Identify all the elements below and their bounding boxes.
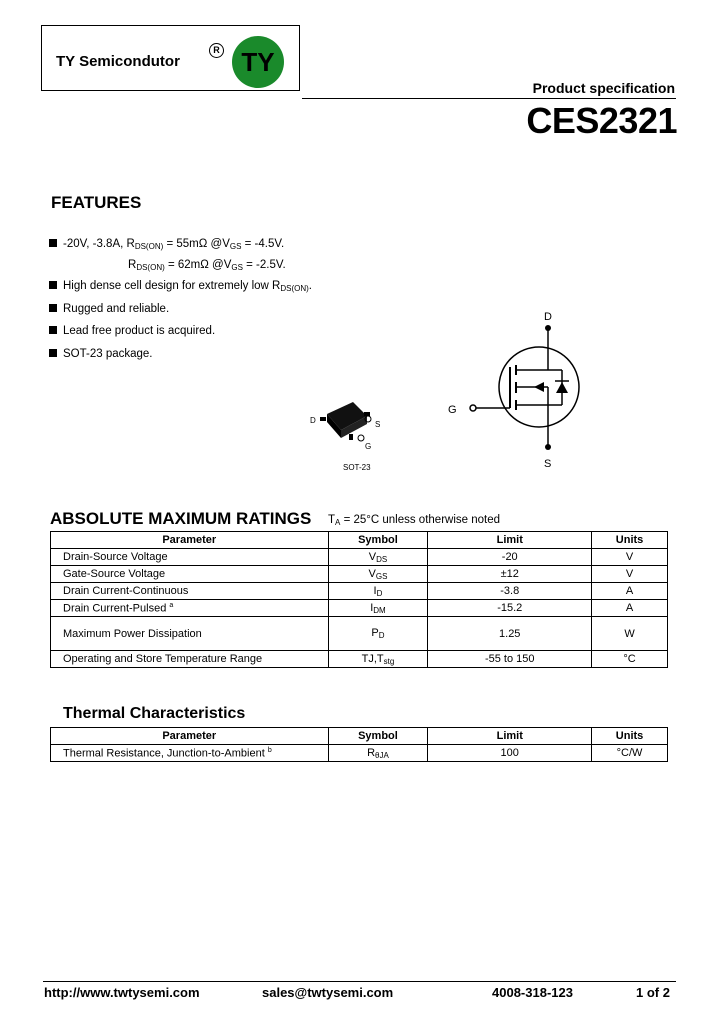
bullet-icon bbox=[49, 326, 57, 334]
limit-cell: ±12 bbox=[428, 566, 592, 583]
limit-cell: -15.2 bbox=[428, 600, 592, 617]
table-row bbox=[51, 600, 668, 617]
registered-mark-icon: R bbox=[209, 43, 224, 58]
drain-label: D bbox=[544, 311, 552, 323]
symbol-cell: $P_D$ bbox=[328, 617, 428, 651]
feature-item: High dense cell design for extremely low $R_{DS(ON)}$. bbox=[49, 280, 312, 293]
limit-cell: 1.25 bbox=[428, 617, 592, 651]
table-row bbox=[51, 651, 668, 668]
feature-item: -20V, -3.8A, $R_{DS(ON)} = 55m\Omega$ $@V_{GS} = -4.5V$. bbox=[49, 238, 284, 251]
unit-cell: V bbox=[592, 566, 668, 583]
company-name: TY Semicondutor bbox=[56, 53, 180, 70]
part-number: CES2321 bbox=[526, 100, 677, 141]
table-header-row bbox=[51, 532, 668, 549]
document-type: Product specification bbox=[532, 80, 675, 96]
bullet-icon bbox=[49, 281, 57, 289]
column-header: Limit bbox=[428, 532, 592, 549]
column-header: Symbol bbox=[328, 728, 428, 745]
param-cell: Thermal Resistance, Junction-to-Ambient $^b$ bbox=[51, 745, 329, 762]
pin-s-label: S bbox=[375, 420, 381, 429]
thermal-table bbox=[50, 727, 668, 762]
ty-logo: TY bbox=[232, 36, 284, 88]
gate-label: G bbox=[448, 404, 457, 416]
email-link[interactable]: sales@twtysemi.com bbox=[262, 985, 394, 1000]
unit-cell: A bbox=[592, 583, 668, 600]
symbol-cell: $TJ,T_{stg}$ bbox=[328, 651, 428, 668]
company-logo-box bbox=[41, 25, 300, 91]
thermal-heading: Thermal Characteristics bbox=[63, 705, 246, 722]
column-header: Units bbox=[592, 728, 668, 745]
unit-cell: W bbox=[592, 617, 668, 651]
feature-item: Rugged and reliable. bbox=[49, 303, 169, 315]
param-cell: Operating and Store Temperature Range bbox=[51, 651, 329, 668]
limit-cell: -55 to 150 bbox=[428, 651, 592, 668]
limit-cell: -3.8 bbox=[428, 583, 592, 600]
feature-item: Lead free product is acquired. bbox=[49, 325, 215, 337]
bullet-icon bbox=[49, 304, 57, 312]
header-divider bbox=[302, 98, 676, 99]
pin-d-label: D bbox=[310, 416, 316, 425]
phone-number: 4008-318-123 bbox=[492, 985, 573, 1000]
table-row bbox=[51, 617, 668, 651]
param-cell: Drain-Source Voltage bbox=[51, 549, 329, 566]
bullet-icon bbox=[49, 239, 57, 247]
abs-max-heading: ABSOLUTE MAXIMUM RATINGS bbox=[50, 509, 312, 528]
abs-max-table bbox=[50, 531, 668, 668]
symbol-cell: $I_{DM}$ bbox=[328, 600, 428, 617]
mosfet-schematic-symbol bbox=[440, 305, 590, 475]
website-link[interactable]: http://www.twtysemi.com bbox=[44, 985, 200, 1000]
table-row bbox=[51, 583, 668, 600]
symbol-cell: $R_{\theta JA}$ bbox=[328, 745, 428, 762]
feature-item: SOT-23 package. bbox=[49, 348, 153, 360]
temperature-note: $T_A = 25^\circ C$ unless otherwise noted bbox=[328, 514, 500, 527]
limit-cell: -20 bbox=[428, 549, 592, 566]
source-label: S bbox=[544, 458, 552, 470]
symbol-cell: $V_{DS}$ bbox=[328, 549, 428, 566]
sot23-package-illustration bbox=[305, 392, 395, 477]
features-heading: FEATURES bbox=[51, 193, 142, 212]
page-number: 1 of 2 bbox=[636, 985, 670, 1000]
column-header: Symbol bbox=[328, 532, 428, 549]
package-label: SOT-23 bbox=[343, 463, 371, 472]
table-row bbox=[51, 745, 668, 762]
symbol-cell: $V_{GS}$ bbox=[328, 566, 428, 583]
table-row bbox=[51, 566, 668, 583]
limit-cell: 100 bbox=[428, 745, 592, 762]
symbol-cell: $I_D$ bbox=[328, 583, 428, 600]
unit-cell: °C/W bbox=[592, 745, 668, 762]
param-cell: Drain Current-Pulsed $^a$ bbox=[51, 600, 329, 617]
table-header-row bbox=[51, 728, 668, 745]
column-header: Parameter bbox=[51, 532, 329, 549]
param-cell: Gate-Source Voltage bbox=[51, 566, 329, 583]
footer-divider bbox=[43, 981, 676, 982]
param-cell: Drain Current-Continuous bbox=[51, 583, 329, 600]
column-header: Limit bbox=[428, 728, 592, 745]
table-row bbox=[51, 549, 668, 566]
unit-cell: A bbox=[592, 600, 668, 617]
feature-item-continued: $R_{DS(ON)} = 62m\Omega$ $@V_{GS} = -2.5V$. bbox=[128, 259, 286, 272]
param-cell: Maximum Power Dissipation bbox=[51, 617, 329, 651]
pin-g-label: G bbox=[365, 442, 372, 451]
unit-cell: V bbox=[592, 549, 668, 566]
column-header: Parameter bbox=[51, 728, 329, 745]
bullet-icon bbox=[49, 349, 57, 357]
column-header: Units bbox=[592, 532, 668, 549]
unit-cell: °C bbox=[592, 651, 668, 668]
